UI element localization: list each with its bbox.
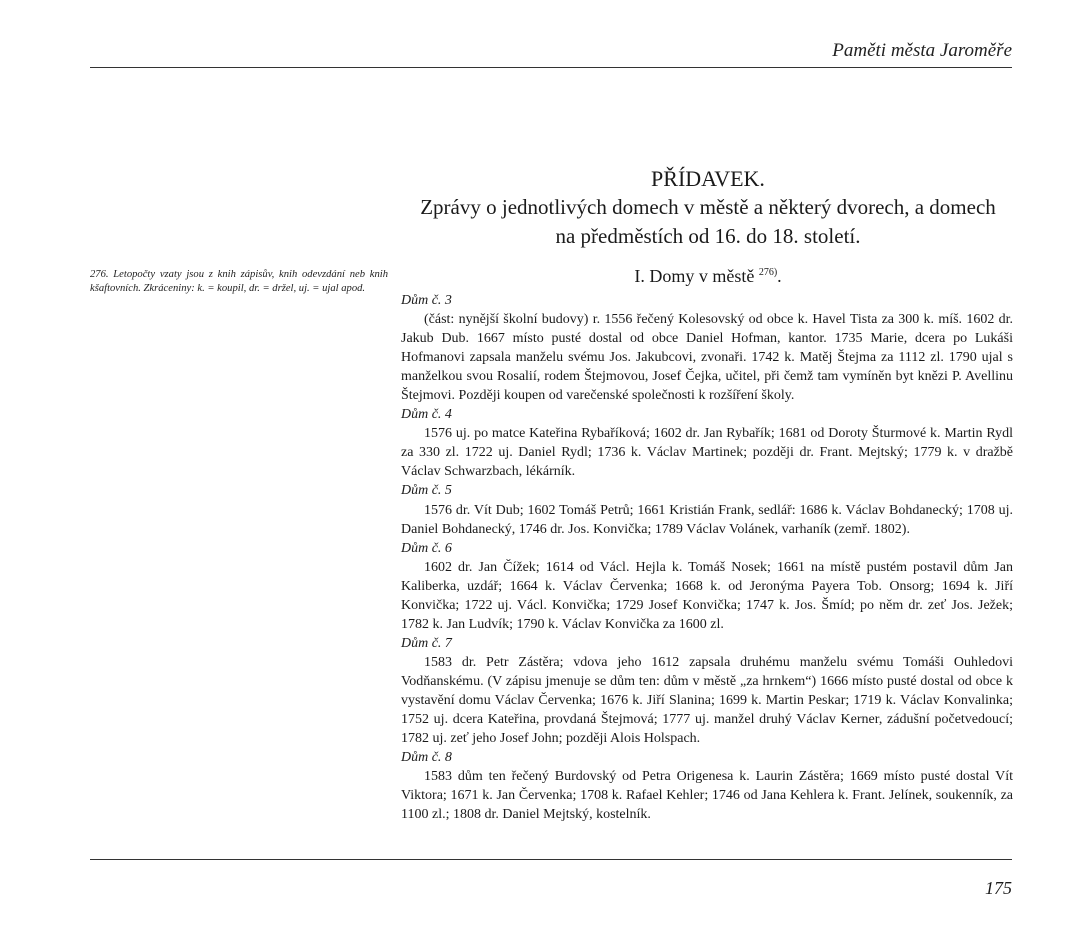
house-entry (401, 748, 1013, 824)
house-entry (401, 291, 1013, 405)
house-entry-text: 1602 dr. Jan Čížek; 1614 od Václ. Hejla k. Tomáš Nosek; 1661 na místě pustém postavil dům Jan Kaliberka, uzdář; 1664 k. Václav Červenka; 1668 k. od Jeronýma Payera Tob. Onsorg; 1694 k. Jiří Konvička; 1722 uj. Václ. Konvička; 1729 Josef Konvička; 1747 k. Jos. Šmíd; po něm dr. zeť Jos. Ježek; 1782 k. Jan Ludvík; 1790 k. Václav Konvička za 1600 zl. (401, 559, 1013, 632)
house-entry-text: 1576 uj. po matce Kateřina Rybaříková; 1602 dr. Jan Rybařík; 1681 od Doroty Šturmové k. Martin Rydl za 330 zl. 1722 uj. Daniel Rydl; 1736 k. Václav Martinek; později dr. Frant. Mejtský; 1779 k. v dražbě Václav Schwarzbach, lékárník. (401, 426, 1013, 480)
chapter-title (400, 164, 1016, 251)
house-entry-text: 1583 dr. Petr Zástěra; vdova jeho 1612 zapsala druhému manželu svému Tomáši Ouhledovi Vodňanskému. (V zápisu jmenuje se dům ten: dům v městě „za hrnkem“) 1666 místo pusté dostal od obce k vystavění domu Václav Červenka; 1676 k. Jiří Slanina; 1699 k. Martin Peskar; 1719 k. Václav Konvalinka; 1752 uj. dcera Kateřina, provdaná Štejmová; 1777 uj. manžel druhý Václav Kerner, zádušní početvedoucí; 1782 uj. zeť jeho Josef John; později Alois Holspach. (401, 654, 1013, 747)
title-line-2: Zprávy o jednotlivých domech v městě a některý dvorech, a domech (420, 195, 996, 219)
section-heading-period: . (777, 266, 782, 286)
section-heading-text: I. Domy v městě (634, 266, 755, 286)
house-entry (401, 634, 1013, 748)
house-entry-heading: Dům č. 6 (401, 540, 452, 556)
house-entry-heading: Dům č. 4 (401, 407, 452, 423)
footnote-reference: 276) (758, 267, 778, 278)
house-entry (401, 481, 1013, 538)
running-title: Paměti města Jaroměře (832, 40, 1012, 61)
page-number: 175 (985, 878, 1012, 898)
house-entry (401, 405, 1013, 481)
header-rule (90, 67, 1012, 68)
house-entry (401, 539, 1013, 634)
title-line-1: PŘÍDAVEK. (651, 166, 765, 191)
house-entry-heading: Dům č. 3 (401, 293, 452, 308)
footnote-276: 276. Letopočty vzaty jsou z knih zápisův, knih odevzdání neb knih kšaftovních. Zkráceniny: k. = koupil, dr. = držel, uj. = ujal apod. (90, 269, 388, 294)
section-heading (400, 266, 1016, 287)
house-entry-heading: Dům č. 8 (401, 750, 452, 766)
house-entry-heading: Dům č. 5 (401, 483, 452, 499)
house-entry-text: 1576 dr. Vít Dub; 1602 Tomáš Petrů; 1661 Kristián Frank, sedlář: 1686 k. Václav Bohdanecký; 1708 uj. Daniel Bohdanecký, 1746 dr. Jos. Konvička; 1789 Václav Volánek, varhaník (zemř. 1802). (401, 502, 1013, 537)
house-entry-heading: Dům č. 7 (401, 635, 452, 651)
house-entries (401, 291, 1013, 824)
footer-rule (90, 859, 1012, 860)
title-line-3: na předměstích od 16. do 18. století. (555, 224, 861, 248)
house-entry-text: (část: nynější školní budovy) r. 1556 řečený Kolesovský od obce k. Havel Tista za 300 k. míš. 1602 dr. Jakub Dub. 1667 místo pusté dostal od obce Daniel Hofman, kantor. 1735 Marie, dcera po Lukáši Hofmanovi zapsala manželu svému Jos. Jakubcovi, zvonaři. 1742 k. Matěj Štejma za 1112 zl. 1790 ujal s manželkou svou Rosalií, rodem Štejmovou, Josef Čejka, učitel, při čemž tam vymíněn byt knězi P. Avellinu Štejmovi. Později koupen od varečenské společnosti k rozšíření školy. (401, 312, 1013, 404)
house-entry-text: 1583 dům ten řečený Burdovský od Petra Origenesa k. Laurin Zástěra; 1669 místo pusté dostal Vít Viktora; 1671 k. Jan Červenka; 1708 k. Rafael Kehler; 1746 od Jana Kehlera k. Frant. Jelínek, soukenník, za 1100 zl.; 1808 dr. Daniel Mejtský, kostelník. (401, 769, 1013, 823)
